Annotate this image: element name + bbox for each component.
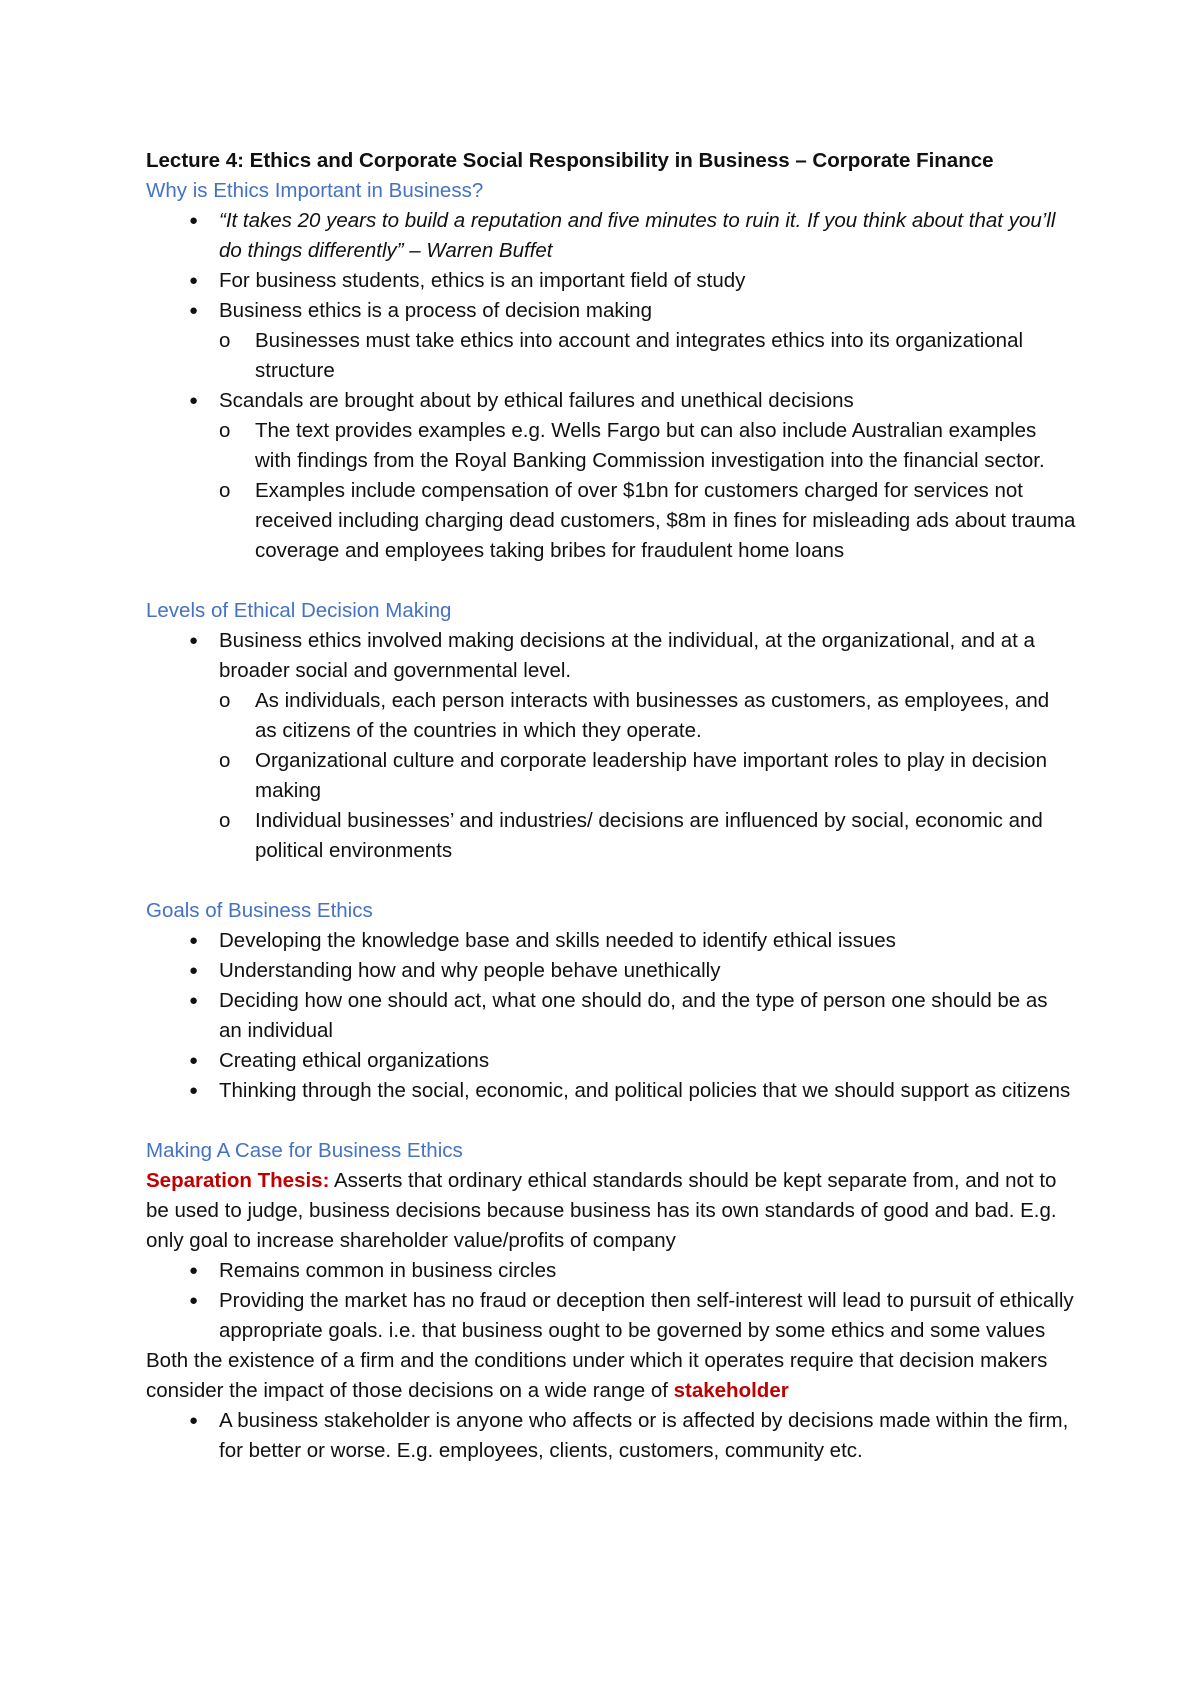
- list-item: [189, 1286, 1076, 1346]
- sub-bullet-icon: o: [219, 749, 231, 772]
- sub-list-item-text: As individuals, each person interacts with businesses as customers, as employees, and as citizens of the countries in which they operate.: [255, 689, 1050, 742]
- why-bullet-list: [146, 206, 1076, 566]
- sub-bullet-icon: o: [219, 329, 231, 352]
- sub-list: [219, 686, 1076, 866]
- sub-list: [219, 416, 1076, 566]
- bullet-icon: ●: [189, 1262, 199, 1279]
- heading-levels-decision-making: Levels of Ethical Decision Making: [146, 599, 452, 622]
- sub-list-item: [219, 686, 1076, 746]
- spacer: [146, 566, 1076, 596]
- separation-thesis-text: Asserts that ordinary ethical standards should be kept separate from, and not to be used to judge, business decisions because business has its own standards of good and bad. E.g. only goal to increase shareholder value/profits of company: [146, 1169, 1057, 1252]
- levels-bullet-list: [146, 626, 1076, 866]
- list-item-text: Business ethics is a process of decision making: [219, 299, 652, 322]
- list-item-text: Understanding how and why people behave unethically: [219, 959, 721, 982]
- list-item: [189, 1256, 1076, 1286]
- heading-goals-business-ethics: Goals of Business Ethics: [146, 899, 373, 922]
- sub-bullet-icon: o: [219, 809, 231, 832]
- sub-list-item-text: Organizational culture and corporate leadership have important roles to play in decision making: [255, 749, 1047, 802]
- sub-list-item: [219, 326, 1076, 386]
- sub-list-item-text: The text provides examples e.g. Wells Fargo but can also include Australian examples with findings from the Royal Banking Commission investigation into the financial sector.: [255, 419, 1045, 472]
- document-page: [146, 146, 1076, 1466]
- list-item-text: Creating ethical organizations: [219, 1049, 490, 1072]
- bullet-icon: ●: [189, 1082, 199, 1099]
- list-item: [189, 206, 1076, 266]
- spacer: [146, 866, 1076, 896]
- bullet-icon: ●: [189, 392, 199, 409]
- list-item-text: Thinking through the social, economic, and political policies that we should support as citizens: [219, 1079, 1071, 1102]
- sub-bullet-icon: o: [219, 479, 231, 502]
- sub-bullet-icon: o: [219, 689, 231, 712]
- list-item-text: Remains common in business circles: [219, 1259, 557, 1282]
- document-title: Lecture 4: Ethics and Corporate Social Responsibility in Business – Corporate Finance: [146, 149, 994, 172]
- list-item: [189, 1076, 1076, 1106]
- bullet-icon: ●: [189, 992, 199, 1009]
- quote-text: “It takes 20 years to build a reputation and five minutes to ruin it. If you think about that you’ll do things differently” – Warren Buffet: [219, 209, 1056, 262]
- list-item: [189, 956, 1076, 986]
- bullet-icon: ●: [189, 1052, 199, 1069]
- list-item-text: Deciding how one should act, what one should do, and the type of person one should be as an individual: [219, 989, 1048, 1042]
- sub-list-item-text: Businesses must take ethics into account and integrates ethics into its organizational structure: [255, 329, 1024, 382]
- stakeholder-paragraph: [146, 1346, 1076, 1406]
- bullet-icon: ●: [189, 272, 199, 289]
- sub-list: [219, 326, 1076, 386]
- bullet-icon: ●: [189, 632, 199, 649]
- list-item-text: A business stakeholder is anyone who affects or is affected by decisions made within the firm, for better or worse. E.g. employees, clients, customers, community etc.: [219, 1409, 1069, 1462]
- sub-list-item-text: Examples include compensation of over $1bn for customers charged for services not received including charging dead customers, $8m in fines for misleading ads about trauma coverage and employees taking bribes for fraudulent home loans: [255, 479, 1076, 562]
- list-item: [189, 296, 1076, 386]
- list-item-text: Providing the market has no fraud or deception then self-interest will lead to pursuit of ethically appropriate goals. i.e. that business ought to be governed by some ethics and some values: [219, 1289, 1074, 1342]
- spacer: [146, 1106, 1076, 1136]
- stakeholder-paragraph-text: Both the existence of a firm and the conditions under which it operates require that decision makers consider the impact of those decisions on a wide range of: [146, 1349, 1048, 1402]
- list-item: [189, 1046, 1076, 1076]
- bullet-icon: ●: [189, 962, 199, 979]
- sub-bullet-icon: o: [219, 419, 231, 442]
- sub-list-item: [219, 476, 1076, 566]
- list-item-text: Business ethics involved making decisions at the individual, at the organizational, and at a broader social and governmental level.: [219, 629, 1035, 682]
- bullet-icon: ●: [189, 302, 199, 319]
- bullet-icon: ●: [189, 932, 199, 949]
- bullet-icon: ●: [189, 212, 199, 229]
- bullet-icon: ●: [189, 1292, 199, 1309]
- sub-list-item-text: Individual businesses’ and industries/ decisions are influenced by social, economic and political environments: [255, 809, 1043, 862]
- list-item-text: For business students, ethics is an important field of study: [219, 269, 746, 292]
- list-item: [189, 386, 1076, 566]
- list-item-text: Scandals are brought about by ethical failures and unethical decisions: [219, 389, 854, 412]
- list-item: [189, 926, 1076, 956]
- list-item: [189, 626, 1076, 866]
- sub-list-item: [219, 806, 1076, 866]
- separation-bullet-list: [146, 1256, 1076, 1346]
- separation-thesis-paragraph: [146, 1166, 1076, 1256]
- heading-why-ethics-important: Why is Ethics Important in Business?: [146, 179, 484, 202]
- list-item-text: Developing the knowledge base and skills needed to identify ethical issues: [219, 929, 896, 952]
- sub-list-item: [219, 746, 1076, 806]
- stakeholder-term: stakeholder: [673, 1379, 789, 1402]
- goals-bullet-list: [146, 926, 1076, 1106]
- bullet-icon: ●: [189, 1412, 199, 1429]
- stakeholder-bullet-list: [146, 1406, 1076, 1466]
- list-item: [189, 1406, 1076, 1466]
- separation-thesis-term: Separation Thesis:: [146, 1169, 330, 1192]
- list-item: [189, 266, 1076, 296]
- sub-list-item: [219, 416, 1076, 476]
- list-item: [189, 986, 1076, 1046]
- heading-making-case: Making A Case for Business Ethics: [146, 1139, 463, 1162]
